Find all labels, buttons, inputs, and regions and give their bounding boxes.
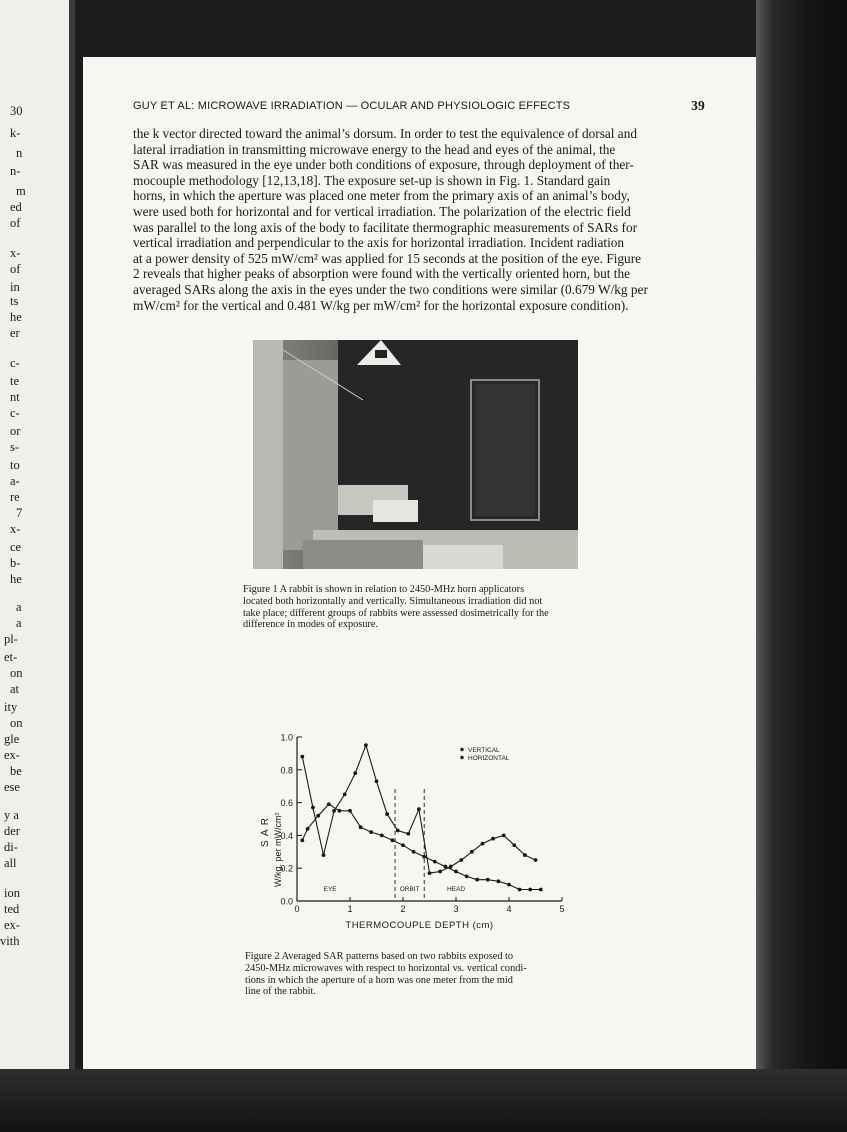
body-text-line: horns, in which the aperture was placed one meter from the primary axis of an animal’s body,: [133, 188, 630, 204]
margin-fragment: vith: [0, 934, 20, 948]
caption-line: 2450-MHz microwaves with respect to horizontal vs. vertical condi-: [245, 962, 527, 974]
margin-fragment: c-: [10, 406, 20, 420]
caption-line: Figure 2 Averaged SAR patterns based on two rabbits exposed to: [245, 951, 514, 962]
data-point-vertical: [507, 883, 511, 887]
body-text-line: 2 reveals that higher peaks of absorption were found with the vertically oriented horn, but the: [133, 266, 631, 282]
data-point-vertical: [327, 802, 331, 806]
body-text-line: mocouple methodology [12,13,18]. The exposure set-up is shown in Fig. 1. Standard gain: [133, 172, 611, 188]
y-tick-label: 0.2: [280, 863, 293, 874]
legend-marker: [460, 756, 463, 759]
margin-fragment: to: [10, 458, 20, 472]
data-point-horizontal: [396, 829, 400, 833]
margin-fragment: gle: [4, 732, 20, 746]
margin-fragment: m: [16, 184, 26, 198]
data-point-vertical: [454, 870, 458, 874]
margin-fragment: ted: [4, 902, 20, 916]
margin-fragment: ese: [4, 780, 20, 794]
margin-fragment: he: [10, 310, 22, 324]
legend-entry: VERTICAL: [468, 747, 500, 754]
body-text-line: mW/cm² for the vertical and 0.481 W/kg per mW/cm² for the horizontal exposure condition).: [133, 297, 629, 313]
margin-fragment: s-: [10, 440, 20, 454]
page-number: 39: [691, 98, 705, 113]
data-point-horizontal: [438, 870, 442, 874]
margin-fragment: di-: [4, 840, 18, 854]
body-text-line: SAR was measured in the eye under both conditions of exposure, through deployment of ther-: [133, 157, 634, 173]
y-tick-label: 0.8: [280, 765, 293, 776]
data-point-vertical: [475, 878, 479, 882]
data-point-vertical: [486, 878, 490, 882]
data-point-horizontal: [343, 793, 347, 797]
data-point-vertical: [380, 834, 384, 838]
data-point-horizontal: [406, 832, 410, 836]
margin-fragment: 7: [16, 506, 23, 520]
figure-2-chart: [247, 727, 587, 937]
data-point-vertical: [348, 809, 352, 813]
body-text-line: averaged SARs along the axis in the eyes under the two conditions were similar (0.679 W/kg per: [133, 282, 648, 297]
caption-line: tions in which the aperture of a horn was one meter from the mid: [245, 974, 513, 986]
margin-fragment: on: [10, 716, 23, 730]
x-axis-label: THERMOCOUPLE DEPTH (cm): [345, 920, 494, 931]
body-text-line: the k vector directed toward the animal’s dorsum. In order to test the equivalence of dorsal and: [133, 126, 638, 141]
margin-fragment: of: [10, 216, 21, 230]
figure-1-photo: [253, 340, 578, 569]
margin-fragment: ts: [10, 294, 19, 308]
margin-fragment: nt: [10, 390, 20, 404]
margin-fragment: x-: [10, 522, 21, 536]
y-tick-label: 0.0: [280, 896, 293, 907]
margin-fragment: ex-: [4, 748, 20, 762]
scan-bottom-edge: [0, 1069, 847, 1132]
data-point-vertical: [316, 814, 320, 818]
caption-line: take place; different groups of rabbits were assessed dosimetrically for the: [243, 607, 549, 619]
body-text-line: vertical irradiation and perpendicular to the axis for horizontal irradiation. Incident radiation: [133, 235, 625, 251]
margin-fragment: a: [16, 600, 22, 614]
data-point-vertical: [497, 879, 501, 883]
y-tick-label: 0.6: [280, 798, 293, 809]
data-point-vertical: [518, 888, 522, 892]
data-point-horizontal: [428, 871, 432, 875]
data-point-horizontal: [481, 842, 485, 846]
data-point-vertical: [306, 827, 310, 831]
margin-fragment: all: [4, 856, 17, 870]
data-point-horizontal: [332, 809, 336, 813]
data-point-vertical: [539, 888, 543, 892]
y-axis-label-top: S A R: [260, 816, 271, 847]
data-point-horizontal: [353, 771, 357, 775]
margin-fragment: n-: [10, 164, 21, 178]
margin-fragment: a: [16, 616, 22, 630]
margin-fragment: ce: [10, 540, 22, 554]
margin-fragment: y a: [4, 808, 19, 822]
legend-marker: [460, 748, 463, 751]
margin-fragment: n: [16, 146, 23, 160]
margin-fragment: x-: [10, 246, 21, 260]
data-point-horizontal: [512, 843, 516, 847]
data-point-vertical: [391, 838, 395, 842]
series-line-vertical: [302, 804, 541, 889]
margin-fragment: ex-: [4, 918, 20, 932]
data-point-horizontal: [534, 858, 538, 862]
x-tick-label: 4: [506, 904, 512, 914]
caption-line: Figure 1 A rabbit is shown in relation to 2450-MHz horn applicators: [243, 584, 525, 595]
data-point-vertical: [359, 825, 363, 829]
data-point-vertical: [412, 850, 416, 854]
data-point-horizontal: [470, 850, 474, 854]
data-point-vertical: [338, 809, 342, 813]
margin-fragment: k-: [10, 126, 21, 140]
data-point-horizontal: [523, 853, 527, 857]
x-tick-label: 5: [559, 904, 565, 914]
x-tick-label: 0: [294, 904, 300, 914]
margin-fragment: or: [10, 424, 21, 438]
body-text-line: was parallel to the long axis of the body to facilitate thermographic measurements of SARs for: [133, 219, 638, 235]
data-point-vertical: [433, 860, 437, 864]
margin-fragment: pl-: [4, 632, 18, 646]
data-point-horizontal: [417, 807, 421, 811]
data-point-horizontal: [459, 858, 463, 862]
margin-fragment: te: [10, 374, 20, 388]
data-point-horizontal: [375, 779, 379, 783]
data-point-vertical: [401, 843, 405, 847]
y-axis-label-bottom: W/kg. per mW/cm²: [273, 812, 283, 887]
margin-fragment: b-: [10, 556, 21, 570]
margin-fragment: er: [10, 326, 20, 340]
caption-line: difference in modes of exposure.: [243, 619, 379, 631]
region-label: ORBIT: [399, 886, 420, 893]
body-text-line: lateral irradiation in transmitting microwave energy to the head and eyes of the animal, the: [133, 141, 616, 157]
margin-fragment: a-: [10, 474, 20, 488]
margin-fragment: der: [4, 824, 20, 838]
margin-fragment: be: [10, 764, 22, 778]
x-tick-label: 3: [453, 904, 459, 914]
data-point-horizontal: [311, 806, 315, 810]
region-label: EYE: [323, 886, 337, 893]
data-point-horizontal: [491, 837, 495, 841]
margin-fragment: he: [10, 572, 22, 586]
body-text-line: were used both for horizontal and for vertical irradiation. The polarization of the electric field: [133, 204, 631, 219]
x-tick-label: 1: [347, 904, 353, 914]
legend-entry: HORIZONTAL: [468, 755, 510, 762]
data-point-vertical: [422, 855, 426, 859]
margin-fragment: at: [10, 682, 20, 696]
margin-fragment: ed: [10, 200, 22, 214]
region-label: HEAD: [446, 886, 466, 893]
data-point-vertical: [465, 875, 469, 879]
body-text-line: at a power density of 525 mW/cm² was applied for 15 seconds at the position of the eye. Figure: [133, 250, 642, 266]
margin-fragment: c-: [10, 356, 20, 370]
x-tick-label: 2: [400, 904, 406, 914]
data-point-horizontal: [449, 865, 453, 869]
rabbit-horn-setup-image: [253, 340, 578, 569]
running-header: [133, 99, 705, 115]
data-point-horizontal: [300, 755, 304, 759]
margin-fragment: in: [10, 280, 20, 294]
data-point-horizontal: [385, 812, 389, 816]
y-tick-label: 0.4: [280, 830, 293, 841]
data-point-vertical: [369, 830, 373, 834]
caption-line: line of the rabbit.: [245, 986, 316, 998]
y-tick-label: 1.0: [280, 732, 293, 743]
data-point-vertical: [528, 888, 532, 892]
data-point-horizontal: [502, 834, 506, 838]
sar-line-chart: [247, 727, 587, 937]
margin-fragment: on: [10, 666, 23, 680]
running-title: GUY ET AL: MICROWAVE IRRADIATION — OCULAR AND PHYSIOLOGIC EFFECTS: [133, 100, 571, 112]
data-point-horizontal: [364, 743, 368, 747]
data-point-horizontal: [322, 853, 326, 857]
caption-line: located both horizontally and vertically. Simultaneous irradiation did not: [243, 595, 543, 607]
margin-fragment: et-: [4, 650, 18, 664]
scan-right-edge: [756, 0, 847, 1132]
margin-fragment: of: [10, 262, 21, 276]
margin-fragment: ity: [4, 700, 18, 714]
margin-fragment: 30: [10, 104, 23, 118]
data-point-vertical: [300, 838, 304, 842]
margin-fragment: re: [10, 490, 20, 504]
margin-fragment: ion: [4, 886, 20, 900]
